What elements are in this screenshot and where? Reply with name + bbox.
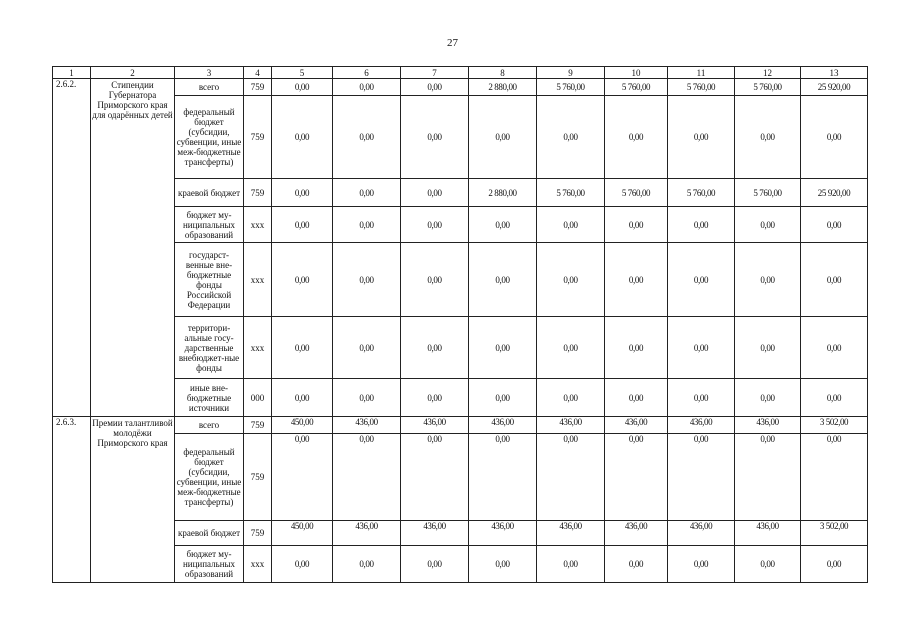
column-header: 13 <box>801 67 868 79</box>
table-row <box>53 207 868 243</box>
amount-cell: 0,00 <box>801 96 868 179</box>
amount-cell: 436,00 <box>668 417 735 434</box>
amount-cell: 0,00 <box>801 243 868 317</box>
amount-cell: 0,00 <box>668 379 735 417</box>
amount-cell: 0,00 <box>537 317 605 379</box>
item-name: Премии талантливой молодёжи Приморского края <box>91 417 175 583</box>
amount-cell: 0,00 <box>272 207 333 243</box>
amount-cell: 0,00 <box>333 317 401 379</box>
budget-code: 759 <box>244 417 272 434</box>
table-row <box>53 96 868 179</box>
amount-cell: 0,00 <box>401 207 469 243</box>
table-row <box>53 379 868 417</box>
amount-cell: 25 920,00 <box>801 179 868 207</box>
funding-source: территори-альные госу-дарственные внебюджет-ные фонды <box>175 317 244 379</box>
amount-cell: 436,00 <box>735 417 801 434</box>
amount-cell: 0,00 <box>469 207 537 243</box>
amount-cell: 0,00 <box>272 434 333 521</box>
amount-cell: 0,00 <box>735 379 801 417</box>
column-header: 10 <box>605 67 668 79</box>
funding-source: иные вне-бюджетные источники <box>175 379 244 417</box>
amount-cell: 0,00 <box>272 243 333 317</box>
amount-cell: 0,00 <box>272 96 333 179</box>
amount-cell: 0,00 <box>605 243 668 317</box>
amount-cell: 0,00 <box>605 434 668 521</box>
funding-source: краевой бюджет <box>175 521 244 546</box>
amount-cell: 0,00 <box>801 379 868 417</box>
item-code: 2.6.3. <box>53 417 91 583</box>
amount-cell: 0,00 <box>735 207 801 243</box>
amount-cell: 450,00 <box>272 521 333 546</box>
column-header: 12 <box>735 67 801 79</box>
amount-cell: 0,00 <box>537 434 605 521</box>
amount-cell: 0,00 <box>333 79 401 96</box>
amount-cell: 0,00 <box>333 434 401 521</box>
column-header: 2 <box>91 67 175 79</box>
amount-cell: 0,00 <box>401 379 469 417</box>
amount-cell: 3 502,00 <box>801 417 868 434</box>
amount-cell: 3 502,00 <box>801 521 868 546</box>
amount-cell: 5 760,00 <box>605 179 668 207</box>
amount-cell: 436,00 <box>537 417 605 434</box>
amount-cell: 0,00 <box>272 546 333 583</box>
amount-cell: 0,00 <box>605 379 668 417</box>
amount-cell: 5 760,00 <box>605 79 668 96</box>
amount-cell: 0,00 <box>668 243 735 317</box>
funding-source: краевой бюджет <box>175 179 244 207</box>
table-row <box>53 546 868 583</box>
amount-cell: 0,00 <box>801 317 868 379</box>
amount-cell: 0,00 <box>668 96 735 179</box>
budget-code: xxx <box>244 546 272 583</box>
amount-cell: 0,00 <box>401 317 469 379</box>
amount-cell: 0,00 <box>605 317 668 379</box>
funding-source: государст-венные вне-бюджетные фонды Российской Федерации <box>175 243 244 317</box>
amount-cell: 0,00 <box>735 96 801 179</box>
amount-cell: 5 760,00 <box>735 179 801 207</box>
funding-source: федеральный бюджет (субсидии, субвенции, иные меж-бюджетные трансферты) <box>175 96 244 179</box>
amount-cell: 0,00 <box>401 243 469 317</box>
amount-cell: 0,00 <box>469 379 537 417</box>
amount-cell: 25 920,00 <box>801 79 868 96</box>
item-code: 2.6.2. <box>53 79 91 417</box>
amount-cell: 0,00 <box>537 207 605 243</box>
amount-cell: 0,00 <box>537 243 605 317</box>
amount-cell: 0,00 <box>333 379 401 417</box>
amount-cell: 5 760,00 <box>668 79 735 96</box>
budget-code: 759 <box>244 96 272 179</box>
amount-cell: 2 880,00 <box>469 79 537 96</box>
amount-cell: 0,00 <box>401 546 469 583</box>
column-header: 3 <box>175 67 244 79</box>
item-name: Стипендии Губернатора Приморского края для одарённых детей <box>91 79 175 417</box>
table-row <box>53 434 868 521</box>
amount-cell: 0,00 <box>469 434 537 521</box>
amount-cell: 436,00 <box>537 521 605 546</box>
table-row <box>53 317 868 379</box>
amount-cell: 436,00 <box>605 417 668 434</box>
amount-cell: 0,00 <box>333 243 401 317</box>
amount-cell: 0,00 <box>401 179 469 207</box>
column-header: 4 <box>244 67 272 79</box>
column-header: 7 <box>401 67 469 79</box>
budget-code: xxx <box>244 317 272 379</box>
budget-code: 000 <box>244 379 272 417</box>
funding-source: федеральный бюджет (субсидии, субвенции, иные меж-бюджетные трансферты) <box>175 434 244 521</box>
amount-cell: 0,00 <box>668 207 735 243</box>
budget-code: xxx <box>244 243 272 317</box>
column-header: 6 <box>333 67 401 79</box>
amount-cell: 0,00 <box>668 434 735 521</box>
amount-cell: 436,00 <box>401 417 469 434</box>
amount-cell: 0,00 <box>537 546 605 583</box>
amount-cell: 0,00 <box>469 243 537 317</box>
column-header: 1 <box>53 67 91 79</box>
table-row <box>53 179 868 207</box>
page-number: 27 <box>447 37 458 49</box>
column-header: 11 <box>668 67 735 79</box>
budget-code: 759 <box>244 179 272 207</box>
amount-cell: 0,00 <box>469 546 537 583</box>
amount-cell: 436,00 <box>333 521 401 546</box>
amount-cell: 0,00 <box>801 546 868 583</box>
amount-cell: 0,00 <box>272 179 333 207</box>
amount-cell: 0,00 <box>735 317 801 379</box>
amount-cell: 436,00 <box>469 417 537 434</box>
amount-cell: 0,00 <box>272 379 333 417</box>
amount-cell: 0,00 <box>668 317 735 379</box>
amount-cell: 0,00 <box>537 379 605 417</box>
funding-source: всего <box>175 79 244 96</box>
amount-cell: 5 760,00 <box>537 179 605 207</box>
table-row <box>53 243 868 317</box>
amount-cell: 0,00 <box>801 434 868 521</box>
amount-cell: 436,00 <box>469 521 537 546</box>
amount-cell: 0,00 <box>735 434 801 521</box>
funding-source: бюджет му-ниципальных образований <box>175 207 244 243</box>
amount-cell: 2 880,00 <box>469 179 537 207</box>
amount-cell: 0,00 <box>605 546 668 583</box>
amount-cell: 0,00 <box>333 96 401 179</box>
amount-cell: 5 760,00 <box>735 79 801 96</box>
amount-cell: 5 760,00 <box>537 79 605 96</box>
amount-cell: 0,00 <box>401 434 469 521</box>
amount-cell: 0,00 <box>469 317 537 379</box>
funding-source: всего <box>175 417 244 434</box>
budget-code: xxx <box>244 207 272 243</box>
amount-cell: 0,00 <box>272 79 333 96</box>
amount-cell: 436,00 <box>735 521 801 546</box>
amount-cell: 5 760,00 <box>668 179 735 207</box>
amount-cell: 0,00 <box>333 179 401 207</box>
table-row <box>53 417 868 434</box>
amount-cell: 0,00 <box>333 546 401 583</box>
amount-cell: 0,00 <box>469 96 537 179</box>
amount-cell: 450,00 <box>272 417 333 434</box>
amount-cell: 0,00 <box>537 96 605 179</box>
amount-cell: 0,00 <box>735 546 801 583</box>
amount-cell: 0,00 <box>801 207 868 243</box>
amount-cell: 0,00 <box>668 546 735 583</box>
budget-table <box>52 66 868 583</box>
amount-cell: 0,00 <box>401 96 469 179</box>
amount-cell: 0,00 <box>401 79 469 96</box>
table-header-row <box>53 67 868 79</box>
amount-cell: 436,00 <box>333 417 401 434</box>
column-header: 8 <box>469 67 537 79</box>
budget-code: 759 <box>244 79 272 96</box>
table-row <box>53 521 868 546</box>
table-row <box>53 79 868 96</box>
amount-cell: 436,00 <box>401 521 469 546</box>
amount-cell: 0,00 <box>605 96 668 179</box>
budget-code: 759 <box>244 521 272 546</box>
amount-cell: 0,00 <box>272 317 333 379</box>
amount-cell: 436,00 <box>605 521 668 546</box>
amount-cell: 0,00 <box>333 207 401 243</box>
column-header: 9 <box>537 67 605 79</box>
budget-code: 759 <box>244 434 272 521</box>
amount-cell: 0,00 <box>605 207 668 243</box>
amount-cell: 436,00 <box>668 521 735 546</box>
funding-source: бюджет му-ниципальных образований <box>175 546 244 583</box>
column-header: 5 <box>272 67 333 79</box>
amount-cell: 0,00 <box>735 243 801 317</box>
